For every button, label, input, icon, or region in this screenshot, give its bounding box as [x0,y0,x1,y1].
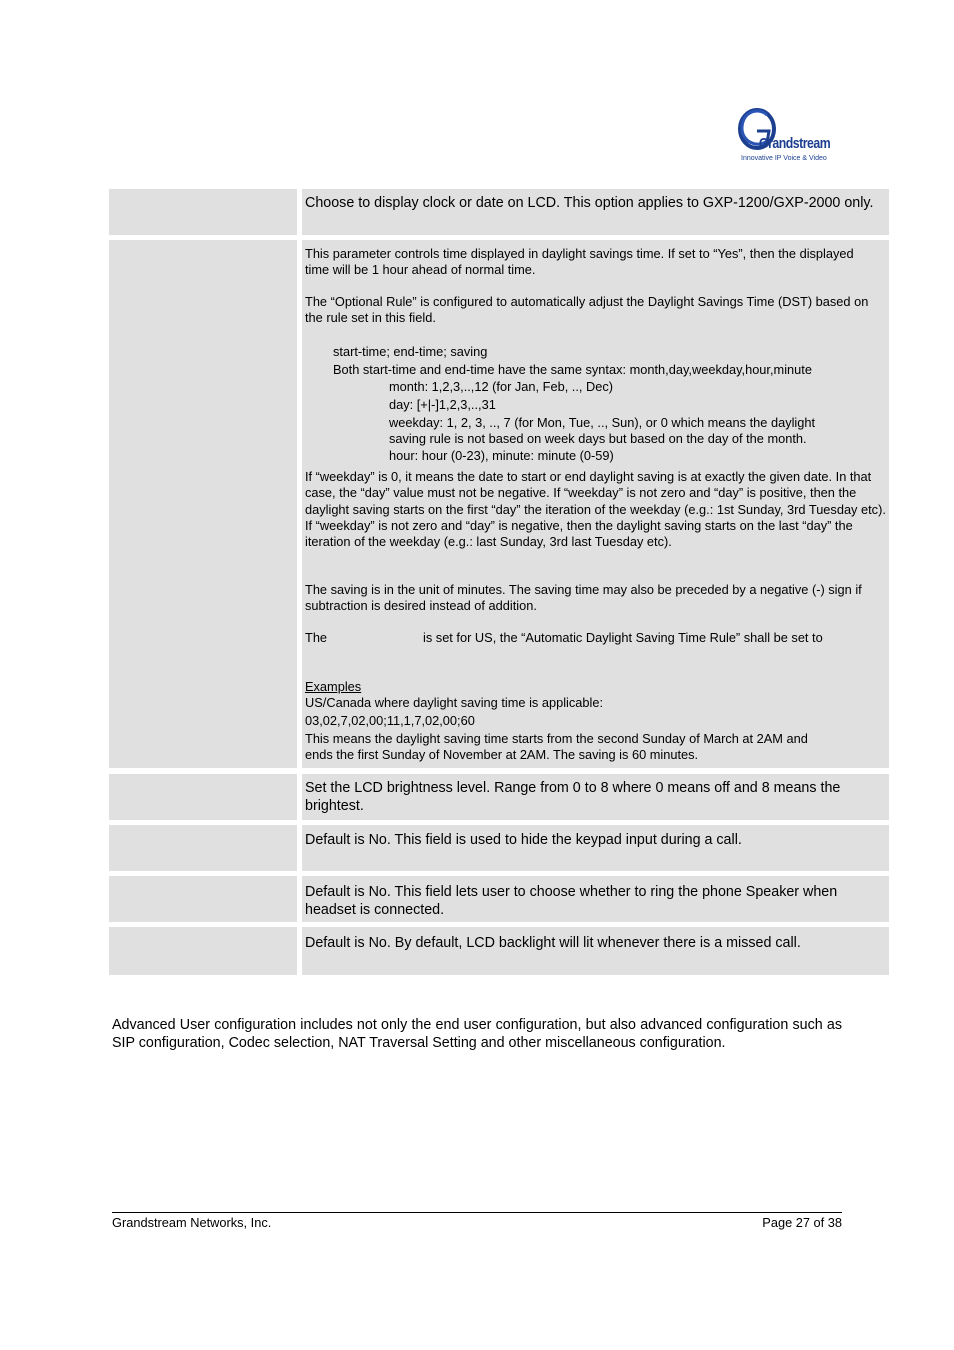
row-label-cell [109,825,297,871]
row-label-cell [109,240,297,768]
dst-example-rule: 03,02,7,02,00;11,1,7,02,00;60 [305,713,475,728]
logo-tagline: Innovative IP Voice & Video [741,155,827,162]
row-label-cell [109,927,297,975]
dst-weekday-format: weekday: 1, 2, 3, .., 7 (for Mon, Tue, .., Sun), or 0 which means the daylight [389,415,816,430]
advanced-config-paragraph: Advanced User configuration includes not only the end user configuration, but also advanced configuration such as SIP configuration, Codec selection, NAT Traversal Setting and other miscellaneous configuration. [112,1017,842,1051]
hide-keypad-description: Default is No. This field is used to hide the keypad input during a call. [305,832,742,848]
dst-example-explanation: This means the daylight saving time starts from the second Sunday of March at 2AM and [305,731,808,746]
row-label-cell [109,876,297,922]
dst-weekday-explanation: If “weekday” is 0, it means the date to start or end daylight saving is at exactly the given date. In that case, the “day” value must not be negative. If “weekday” is not zero and “day” is positive, then the daylight saving starts on the first “day” the iteration of the weekday (e.g.: 1st Sunday, 3rd Tuesday etc). If “weekday” is not zero and “day” is negative, then the daylight saving starts on the last “day” the iteration of the weekday (e.g.: last Sunday, 3rd last Tuesday etc). [305,469,886,550]
footer-page-number: Page 27 of 38 [762,1215,842,1230]
dst-us-note-start: The [305,630,328,645]
row-label-cell [109,774,297,820]
dst-example-1: US/Canada where daylight saving time is applicable: [305,695,604,710]
dst-syntax: start-time; end-time; saving [333,344,488,359]
dst-hour-format: hour: hour (0-23), minute: minute (0-59) [389,448,614,463]
footer-company: Grandstream Networks, Inc. [112,1215,272,1230]
dst-optional-rule-description: The “Optional Rule” is configured to automatically adjust the Daylight Savings Time (DST) based on the rule set in this field. [305,294,869,326]
dst-weekday-format-cont: saving rule is not based on week days but based on the day of the month. [389,431,807,446]
dst-month-format: month: 1,2,3,..,12 (for Jan, Feb, .., Dec) [389,379,614,394]
dst-syntax-detail: Both start-time and end-time have the same syntax: month,day,weekday,hour,minute [333,362,812,377]
dst-description: This parameter controls time displayed in daylight savings time. If set to “Yes”, then the displayed time will be 1 hour ahead of normal time. [305,246,854,278]
lcd-brightness-description: Set the LCD brightness level. Range from 0 to 8 where 0 means off and 8 means the brightest. [305,780,841,814]
ring-speaker-description: Default is No. This field lets user to choose whether to ring the phone Speaker when headset is connected. [305,884,838,918]
dst-example-explanation-cont: ends the first Sunday of November at 2AM. The saving is 60 minutes. [305,747,699,762]
display-clock-description: Choose to display clock or date on LCD. This option applies to GXP-1200/GXP-2000 only. [305,195,874,211]
row-label-cell [109,189,297,235]
grandstream-logo [737,107,839,165]
dst-examples-heading: Examples [305,679,362,694]
missed-call-description: Default is No. By default, LCD backlight will lit whenever there is a missed call. [305,935,801,951]
dst-day-format: day: [+|-]1,2,3,..,31 [389,397,496,412]
dst-us-note: is set for US, the “Automatic Daylight Saving Time Rule” shall be set to [423,630,823,645]
logo-brand: Grandstream [759,135,831,152]
footer-divider [112,1212,842,1213]
dst-saving-explanation: The saving is in the unit of minutes. The saving time may also be preceded by a negative (-) sign if subtraction is desired instead of addition. [305,582,862,614]
